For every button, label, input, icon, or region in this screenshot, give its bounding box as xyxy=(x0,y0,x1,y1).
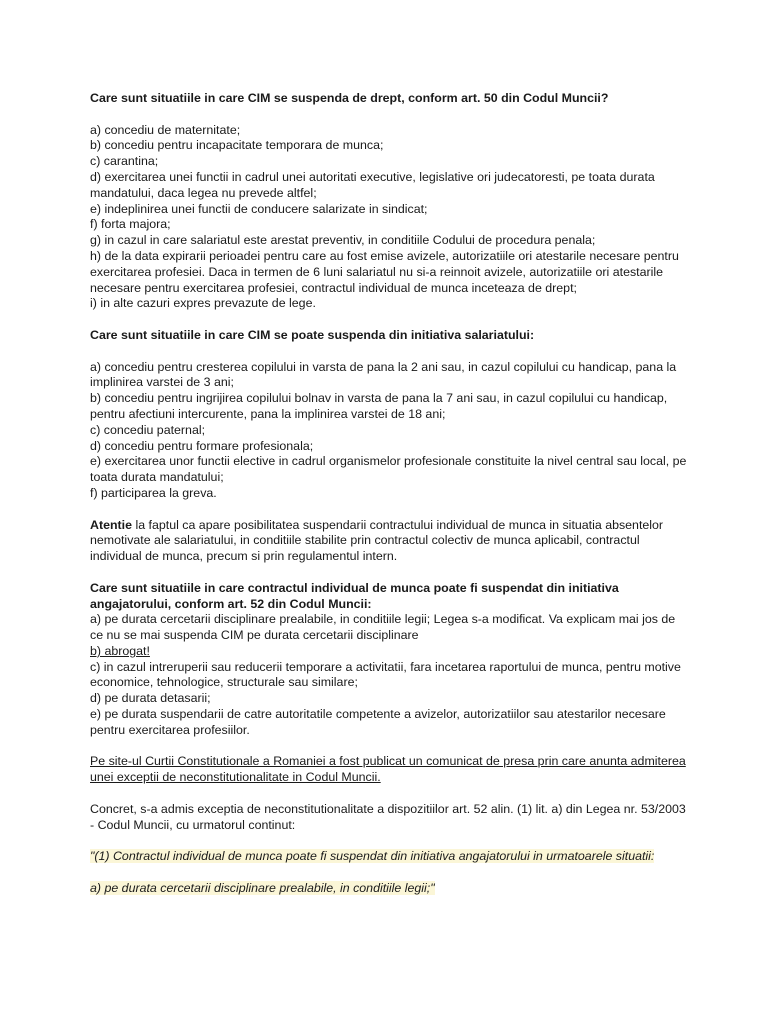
section1-list xyxy=(90,123,690,313)
list-item: h) de la data expirarii perioadei pentru care au fost emise avizele, autorizatiile ori atestarile necesare pentru exercitarea profesiei. Daca in termen de 6 luni salariatul nu si-a reinnoit avizele, autorizatiile ori atestarile necesare pentru exercitarea profesiei, contractul individual de munca inceteaza de drept; xyxy=(90,248,679,295)
list-item: d) concediu pentru formare profesionala; xyxy=(90,438,314,453)
list-item: c) concediu paternal; xyxy=(90,422,206,437)
section3-list xyxy=(90,612,690,738)
list-item: e) exercitarea unor functii elective in cadrul organismelor profesionale constituite la nivel central sau local, pe toata durata mandatului; xyxy=(90,454,687,485)
ccr-notice: Pe site-ul Curtii Constitutionale a Romaniei a fost publicat un comunicat de presa prin care anunta admiterea unei exceptii de neconstitutionalitate in Codul Muncii. xyxy=(90,754,686,785)
section3-question: Care sunt situatiile in care contractul individual de munca poate fi suspendat din initiativa angajatorului, conform art. 52 din Codul Muncii: xyxy=(90,580,619,611)
list-item: b) concediu pentru ingrijirea copilului bolnav in varsta de pana la 7 ani sau, in cazul copilului cu handicap, pentru afectiuni intercurente, pana la implinirea varstei de 18 ani; xyxy=(90,391,668,421)
list-item: c) carantina; xyxy=(90,154,159,169)
list-item: a) concediu pentru cresterea copilului in varsta de pana la 2 ani sau, in cazul copilului cu handicap, pana la implinirea varstei de 3 ani; xyxy=(90,359,677,390)
list-item: f) forta majora; xyxy=(90,217,171,232)
section2-list xyxy=(90,360,690,502)
attention-label: Atentie xyxy=(90,517,132,532)
list-item: f) participarea la greva. xyxy=(90,485,217,500)
quote-line-1: "(1) Contractul individual de munca poate fi suspendat din initiativa angajatorului in urmatoarele situatii: xyxy=(90,849,655,864)
list-item: a) pe durata cercetarii disciplinare prealabile, in conditiile legii; Legea s-a modificat. Va explicam mai jos de ce nu se mai suspenda CIM pe durata cercetarii disciplinare xyxy=(90,612,676,643)
list-item: a) concediu de maternitate; xyxy=(90,122,241,137)
abrogated-item: b) abrogat! xyxy=(90,643,150,658)
attention-text: la faptul ca apare posibilitatea suspendarii contractului individual de munca in situatia absentelor nemotivate ale salariatului, in conditiile stabilite prin contractul colectiv de munca aplicabil, contractul individual de munca, precum si prin regulamentul intern. xyxy=(90,517,664,564)
section1-question: Care sunt situatiile in care CIM se suspenda de drept, conform art. 50 din Codul Muncii? xyxy=(90,91,609,105)
list-item: d) exercitarea unei functii in cadrul unei autoritati executive, legislative ori judecatoresti, pe toata durata mandatului, daca legea nu prevede altfel; xyxy=(90,169,655,200)
list-item: i) in alte cazuri expres prevazute de lege. xyxy=(90,296,316,311)
concret-paragraph: Concret, s-a admis exceptia de neconstitutionalitate a dispozitiilor art. 52 alin. (1) lit. a) din Legea nr. 53/2003 - Codul Muncii, cu urmatorul continut: xyxy=(90,801,686,832)
list-item: g) in cazul in care salariatul este arestat preventiv, in conditiile Codului de procedura penala; xyxy=(90,233,596,248)
document-page xyxy=(90,91,690,897)
section2-question: Care sunt situatiile in care CIM se poate suspenda din initiativa salariatului: xyxy=(90,327,535,342)
list-item: d) pe durata detasarii; xyxy=(90,691,211,706)
quote-line-2: a) pe durata cercetarii disciplinare prealabile, in conditiile legii;" xyxy=(90,880,435,895)
list-item: e) indeplinirea unei functii de conducere salarizate in sindicat; xyxy=(90,201,428,216)
list-item: b) concediu pentru incapacitate temporara de munca; xyxy=(90,138,384,153)
list-item: e) pe durata suspendarii de catre autoritatile competente a avizelor, autorizatiilor sau atestarilor necesare pentru exercitarea profesiilor. xyxy=(90,707,666,737)
attention-note xyxy=(90,518,690,565)
list-item: c) in cazul intreruperii sau reducerii temporare a activitatii, fara incetarea raportului de munca, pentru motive economice, tehnologice, structurale sau similare; xyxy=(90,659,681,690)
